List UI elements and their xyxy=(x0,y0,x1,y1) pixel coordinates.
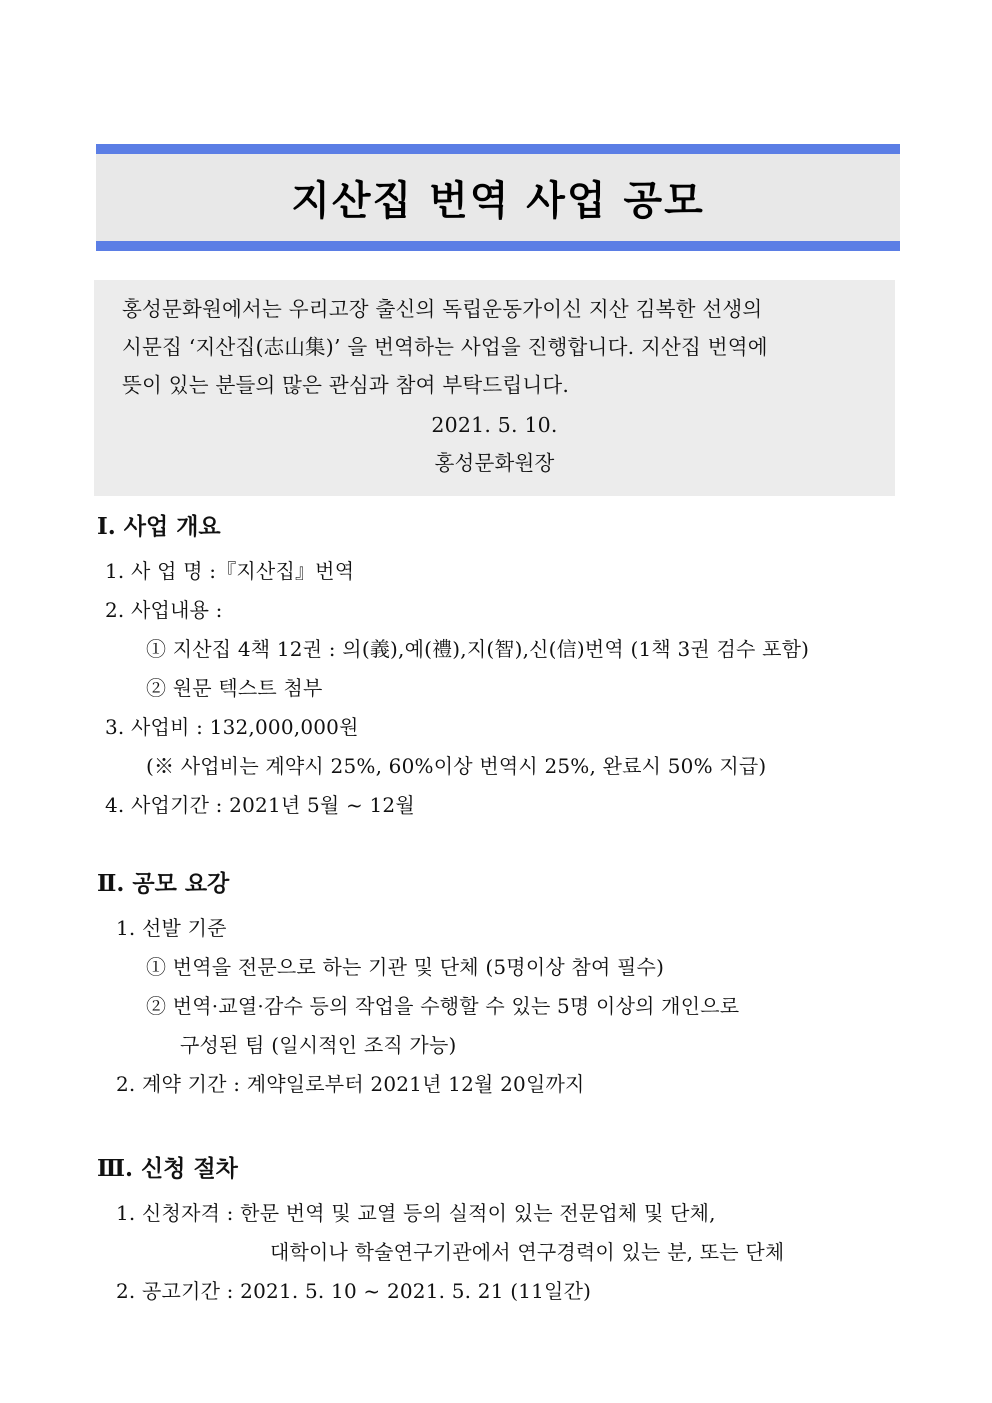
s2-item-1b-cont: 구성된 팀 (일시적인 조직 가능) xyxy=(180,1033,457,1057)
s2-item-1b: ② 번역·교열·감수 등의 작업을 수행할 수 있는 5명 이상의 개인으로 xyxy=(146,994,740,1018)
s1-item-1: 1. 사 업 명 :『지산집』번역 xyxy=(105,559,355,583)
intro-date: 2021. 5. 10. xyxy=(431,413,558,437)
intro-box xyxy=(94,280,895,496)
s1-item-4: 4. 사업기간 : 2021년 5월 ~ 12월 xyxy=(105,793,415,817)
s3-item-2: 2. 공고기간 : 2021. 5. 10 ~ 2021. 5. 21 (11일간) xyxy=(116,1279,592,1303)
intro-signature: 홍성문화원장 xyxy=(434,451,555,475)
section-1-heading: Ⅰ. 사업 개요 xyxy=(97,513,221,540)
s2-item-2: 2. 계약 기간 : 계약일로부터 2021년 12월 20일까지 xyxy=(116,1072,585,1096)
s2-item-1: 1. 선발 기준 xyxy=(116,916,227,940)
s1-item-2: 2. 사업내용 : xyxy=(105,598,223,622)
page-title: 지산집 번역 사업 공모 xyxy=(291,178,705,224)
s2-item-1a: ① 번역을 전문으로 하는 기관 및 단체 (5명이상 참여 필수) xyxy=(146,955,665,979)
section-3-heading: Ⅲ. 신청 절차 xyxy=(97,1155,238,1182)
s3-item-1: 1. 신청자격 : 한문 번역 및 교열 등의 실적이 있는 전문업체 및 단체, xyxy=(116,1201,716,1225)
intro-line-2: 시문집 ‘지산집(志山集)’ 을 번역하는 사업을 진행합니다. 지산집 번역에 xyxy=(122,335,768,359)
title-banner xyxy=(96,144,900,251)
s1-item-2a: ① 지산집 4책 12권 : 의(義),예(禮),지(智),신(信)번역 (1책 3권 검수 포함) xyxy=(146,637,810,661)
s3-item-1-cont: 대학이나 학술연구기관에서 연구경력이 있는 분, 또는 단체 xyxy=(270,1240,785,1264)
s1-item-3: 3. 사업비 : 132,000,000원 xyxy=(105,715,359,739)
intro-line-1: 홍성문화원에서는 우리고장 출신의 독립운동가이신 지산 김복한 선생의 xyxy=(122,297,763,321)
s1-item-3a: (※ 사업비는 계약시 25%, 60%이상 번역시 25%, 완료시 50% 지급) xyxy=(146,754,767,778)
s1-item-2b: ② 원문 텍스트 첨부 xyxy=(146,676,323,700)
section-2-heading: Ⅱ. 공모 요강 xyxy=(97,870,230,897)
intro-line-3: 뜻이 있는 분들의 많은 관심과 참여 부탁드립니다. xyxy=(122,373,570,397)
